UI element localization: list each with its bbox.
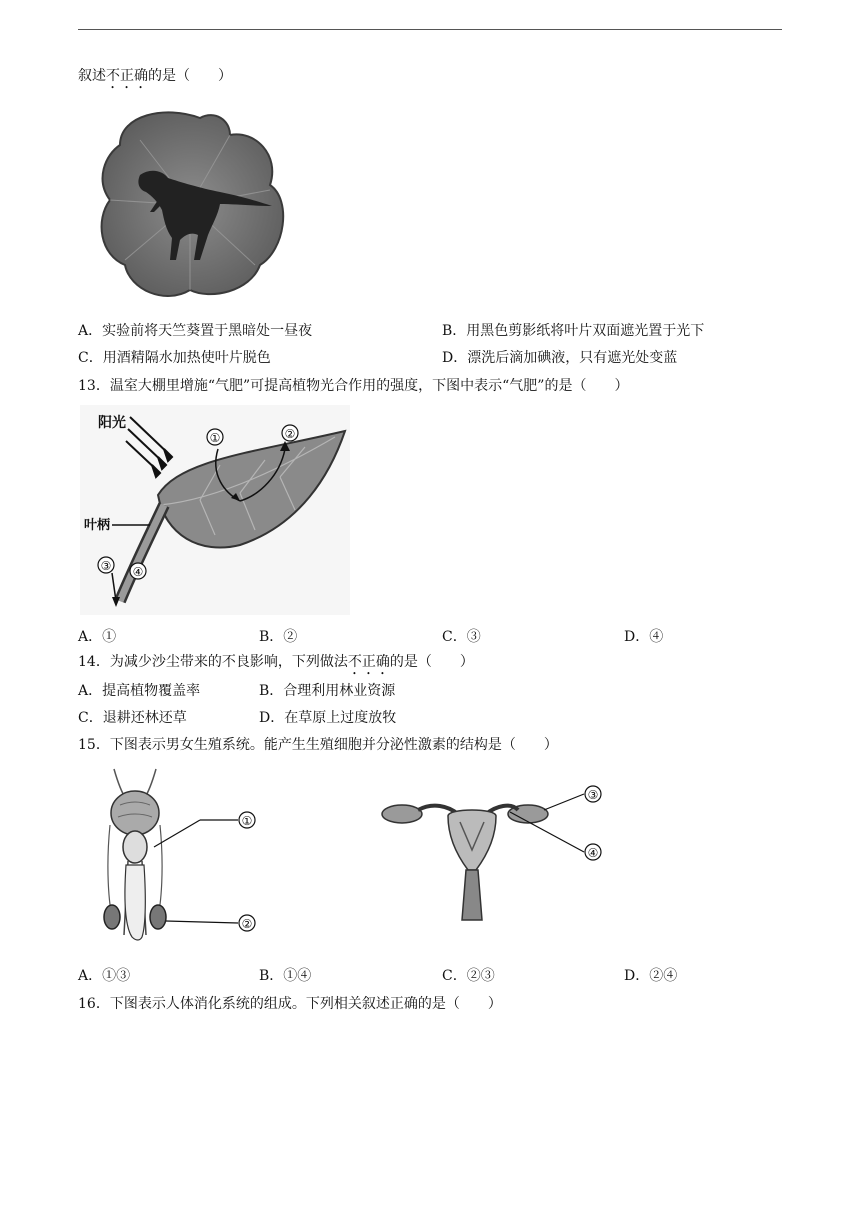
petiole-label: 叶柄 — [84, 518, 111, 533]
q14-option-c[interactable]: C．退耕还林还草 — [78, 710, 187, 726]
q15-stem: 15．下图表示男女生殖系统。能产生生殖细胞并分泌性激素的结构是（ ） — [78, 737, 558, 753]
emphasis-not-correct: 不正确 — [106, 68, 148, 84]
leaf-silhouette-figure — [80, 100, 300, 305]
q15-option-d[interactable]: D．②④ — [624, 968, 678, 984]
sun-label: 阳光 — [98, 415, 126, 431]
q16-stem: 16．下图表示人体消化系统的组成。下列相关叙述正确的是（ ） — [78, 996, 502, 1012]
marker-2: ② — [241, 917, 253, 931]
leaf-gas-exchange-figure — [80, 405, 350, 615]
q13-option-a[interactable]: A．① — [78, 629, 117, 645]
male-reproductive-system-figure — [80, 765, 280, 950]
q15-option-a[interactable]: A．①③ — [78, 968, 131, 984]
female-reproductive-system-figure — [378, 780, 618, 930]
marker-3: ③ — [100, 559, 112, 573]
marker-3: ③ — [587, 788, 599, 802]
marker-2: ② — [284, 427, 296, 441]
marker-1: ① — [209, 431, 221, 445]
emphasis-not-correct: 不正确 — [347, 654, 390, 670]
marker-4: ④ — [132, 565, 144, 579]
q13-option-d[interactable]: D．④ — [624, 629, 664, 645]
header-rule — [78, 29, 782, 30]
q13-stem: 13．温室大棚里增施“气肥”可提高植物光合作用的强度，下图中表示“气肥”的是（ ） — [78, 378, 629, 394]
q15-option-b[interactable]: B．①④ — [259, 968, 312, 984]
q12-option-c[interactable]: C．用酒精隔水加热使叶片脱色 — [78, 350, 271, 366]
q13-option-b[interactable]: B．② — [259, 629, 298, 645]
q14-stem: 14．为减少沙尘带来的不良影响，下列做法不正确的是（ ） — [78, 654, 474, 670]
q12-option-b[interactable]: B．用黑色剪影纸将叶片双面遮光置于光下 — [442, 323, 705, 339]
q14-option-b[interactable]: B．合理利用林业资源 — [259, 683, 396, 699]
q14-option-a[interactable]: A．提高植物覆盖率 — [78, 683, 201, 699]
q14-option-d[interactable]: D．在草原上过度放牧 — [259, 710, 397, 726]
q13-option-c[interactable]: C．③ — [442, 629, 481, 645]
marker-4: ④ — [587, 846, 599, 860]
q12-option-d[interactable]: D．漂洗后滴加碘液，只有遮光处变蓝 — [442, 350, 678, 366]
q12-option-a[interactable]: A．实验前将天竺葵置于黑暗处一昼夜 — [78, 323, 313, 339]
q12-stem: 叙述不正确的是（ ） — [78, 68, 232, 84]
marker-1: ① — [241, 814, 253, 828]
q15-option-c[interactable]: C．②③ — [442, 968, 495, 984]
